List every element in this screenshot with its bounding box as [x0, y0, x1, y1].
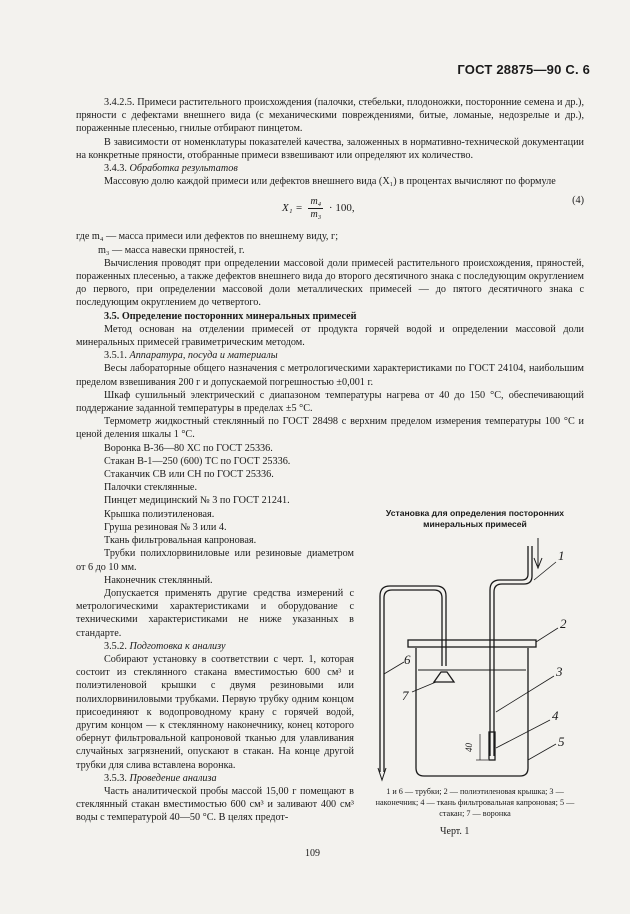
page-number: 109 — [305, 848, 320, 859]
leader-6 — [384, 662, 404, 674]
list-item: Груша резиновая № 3 или 4. — [104, 521, 227, 533]
paragraph: Собирают установку в соответствии с черт. 1, которая состоит из стеклянного стакана вместимостью 600 см³ и полиэтиленовой крышки с двумя резиновыми или полихлорвиниловыми трубками. Первую трубку одним концом присоединяют к водопроводному крану с горячей водой, другим концом — к стеклянному наконечнику, конец которого обернут фильтровальной капроновой тканью для улавливания случайных загрязнений, опускают в стакан. На конце другой трубки для слива вставлена воронка. — [76, 653, 354, 771]
paragraph: Весы лабораторные общего назначения с метрологическими характеристиками по ГОСТ 24104, наибольшим пределом взвешивания 200 г и допускаемой погрешностью ±0,001 г. — [76, 363, 584, 388]
paragraph: Вычисления проводят при определении массовой доли примесей растительного происхождения, пряностей, пораженных плесенью, а также дефектов внешнего вида до второго десятичного знака с последующим округлением до первого, при определении массовой доли металлических примесей — до пятого десятичного знака с последующим округлением до четвертого. — [76, 257, 584, 309]
lid-shape — [408, 640, 536, 647]
beaker-shape — [416, 648, 528, 776]
paragraph: Массовую долю каждой примеси или дефектов внешнего вида (X₁) в процентах вычисляют по формуле — [104, 176, 556, 188]
label-6: 6 — [404, 652, 411, 667]
section-number: 3.5.2. — [104, 640, 127, 652]
left-column — [76, 442, 354, 825]
paragraph: Часть аналитической пробы массой 15,00 г помещают в стеклянный стакан вместимостью 600 см³ и заливают 400 см³ воды с температурой 40—50 °С. В целях предот- — [76, 785, 354, 824]
formula-lhs: X₁ = — [282, 202, 303, 215]
formula-number: (4) — [572, 195, 584, 207]
list-item: Крышка полиэтиленовая. — [104, 508, 215, 520]
formula-denominator: m₃ — [310, 209, 322, 221]
funnel-shape — [434, 672, 454, 682]
section-number: 3.5.3. — [104, 772, 127, 784]
tube-1-inner — [490, 546, 528, 756]
drain-arrow-head — [378, 768, 386, 780]
label-3: 3 — [556, 664, 563, 679]
section-title: Обработка результатов — [129, 163, 238, 175]
tube-1-outer — [494, 546, 532, 756]
section-title: Аппаратура, посуда и материалы — [129, 350, 278, 362]
figure — [368, 508, 582, 798]
paragraph: Термометр жидкостный стеклянный по ГОСТ 28498 с верхним пределом измерения температуры 100 °С и ценой деления шкалы 1 °С. — [76, 416, 584, 441]
paragraph: Шкаф сушильный электрический с диапазоном температуры нагрева от 40 до 150 °С, обеспечивающий поддержание заданной температуры в пределах ±5 °С. — [76, 389, 584, 415]
formula — [76, 192, 584, 226]
paragraph: Допускается применять другие средства измерений с метрологическими характеристиками и оборудование с техническими характеристиками не ниже указанных в стандарте. — [76, 587, 354, 639]
leader-2 — [536, 628, 558, 642]
figure-label: Черт. 1 — [440, 826, 470, 837]
section-number: 3.4.3. — [104, 163, 127, 175]
paragraph: В зависимости от номенклатуры показателей качества, заложенных в нормативно-технической документации на конкретные пряности, отобранные примеси взвешивают или определяют их количество. — [76, 136, 584, 161]
subsection-heading — [76, 162, 584, 175]
formula-where-2: m₃ — масса навески пряностей, г. — [98, 244, 245, 256]
leader-3 — [496, 676, 554, 712]
section-title: Проведение анализа — [129, 772, 217, 784]
formula-numerator: m₄ — [310, 196, 322, 208]
label-2: 2 — [560, 616, 567, 631]
section-title: Подготовка к анализу — [129, 640, 226, 652]
tube-6-inner — [384, 590, 442, 772]
paragraph: Наконечник стеклянный. — [104, 574, 213, 586]
formula-where-1: где m₄ — масса примеси или дефектов по внешнему виду, г; — [76, 231, 339, 243]
subsection-heading — [76, 349, 584, 362]
formula-expression — [282, 196, 355, 221]
section-title: Определение посторонних минеральных примесей — [121, 310, 357, 322]
leader-1 — [534, 562, 556, 580]
label-4: 4 — [552, 708, 559, 723]
list-item: Ткань фильтровальная капроновая. — [104, 535, 257, 547]
section-heading — [76, 310, 584, 323]
dimension-label: 40 — [464, 743, 474, 752]
label-1: 1 — [558, 548, 565, 563]
list-item: Палочки стеклянные. — [104, 482, 197, 494]
list-item: Стакан В-1—250 (600) ТС по ГОСТ 25336. — [104, 455, 291, 467]
section-number: 3.5. — [104, 310, 120, 322]
apparatus-diagram — [368, 536, 582, 798]
formula-rhs: · 100, — [328, 202, 355, 215]
paragraph: Трубки полихлорвиниловые или резиновые диаметром от 6 до 10 мм. — [76, 548, 354, 573]
figure-caption: 1 и 6 — трубки; 2 — полиэтиленовая крышка; 3 — наконечник; 4 — ткань фильтровальная капроновая; 5 — стакан; 7 — воронка — [375, 787, 575, 818]
leader-4 — [496, 720, 550, 748]
page-header: ГОСТ 28875—90 С. 6 — [457, 62, 590, 77]
subsection-heading — [76, 640, 354, 653]
label-7: 7 — [402, 688, 409, 703]
list-item: Воронка В-36—80 ХС по ГОСТ 25336. — [104, 442, 273, 454]
list-item: Пинцет медицинский № 3 по ГОСТ 21241. — [104, 495, 290, 507]
leader-5 — [528, 744, 556, 760]
list-item: Стаканчик СВ или СН по ГОСТ 25336. — [104, 469, 274, 481]
subsection-heading — [76, 772, 354, 785]
paragraph: 3.4.2.5. Примеси растительного происхождения (палочки, стебельки, плодоножки, посторонние семена и др.), пряности с дефектами внешнего вида (с механическими повреждениями, битые, ломаные, недозрелые и др.), пораженные плесенью, гнилые отбирают пинцетом. — [76, 97, 584, 135]
section-number: 3.5.1. — [104, 350, 127, 362]
figure-title: Установка для определения посторонних минеральных примесей — [385, 508, 565, 529]
label-5: 5 — [558, 734, 565, 749]
formula-fraction — [308, 196, 323, 221]
paragraph: Метод основан на отделении примесей от продукта горячей водой и определении массовой доли минеральных примесей гравиметрическим методом. — [76, 323, 584, 349]
